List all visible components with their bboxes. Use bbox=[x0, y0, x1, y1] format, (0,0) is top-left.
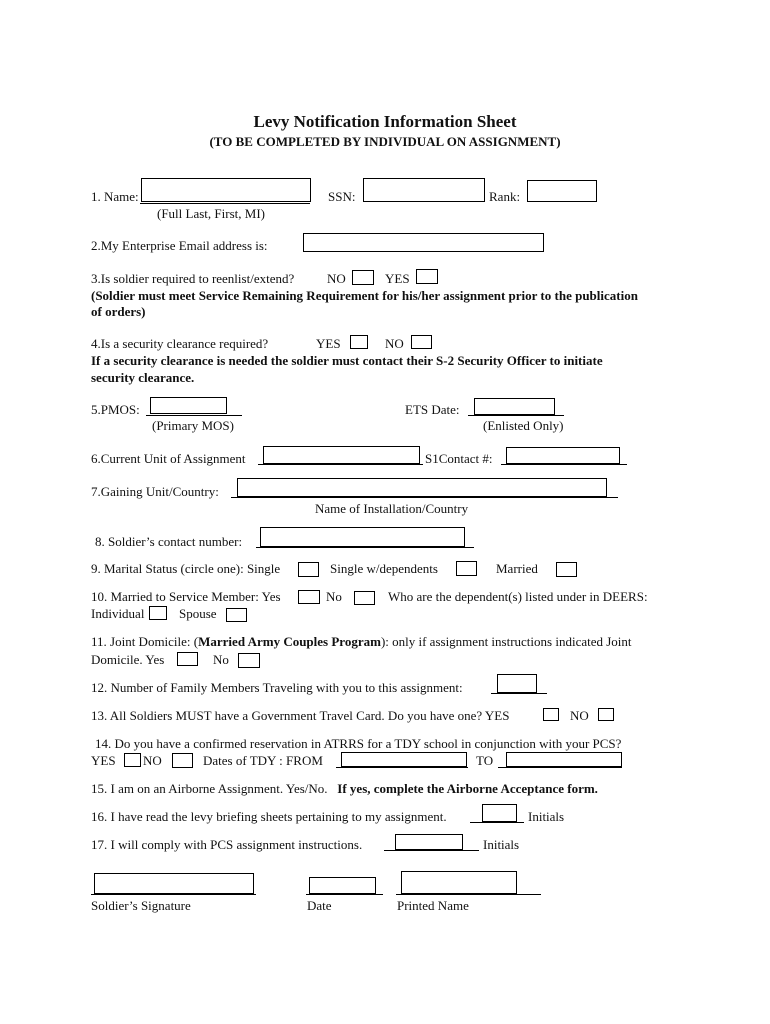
tdy-to-label: TO bbox=[476, 753, 494, 768]
ets-hint: (Enlisted Only) bbox=[483, 418, 564, 433]
family-members-label: 12. Number of Family Members Traveling with you to this assignment: bbox=[91, 680, 463, 695]
name-field[interactable] bbox=[141, 178, 311, 202]
name-label: 1. Name: bbox=[91, 189, 139, 204]
travel-card-no-checkbox[interactable] bbox=[598, 708, 614, 721]
travel-card-no-label: NO bbox=[570, 708, 589, 723]
marital-single-dep-label: Single w/dependents bbox=[330, 561, 438, 576]
signature-field[interactable] bbox=[94, 873, 254, 894]
name-hint: (Full Last, First, MI) bbox=[157, 206, 265, 221]
pmos-underline bbox=[146, 415, 242, 416]
atrrs-yes-label: YES bbox=[91, 753, 116, 768]
clearance-no-label: NO bbox=[385, 336, 404, 351]
reenlist-no-label: NO bbox=[327, 271, 346, 286]
deers-individual-label: Individual bbox=[91, 606, 145, 621]
levy-briefing-initials-label: Initials bbox=[528, 809, 565, 824]
gaining-unit-underline bbox=[231, 497, 618, 498]
atrrs-label: 14. Do you have a confirmed reservation in ATRRS for a TDY school in conjunction with your PCS? bbox=[95, 736, 622, 751]
email-label: 2.My Enterprise Email address is: bbox=[91, 238, 268, 253]
deers-individual-checkbox[interactable] bbox=[149, 606, 167, 620]
printed-name-underline bbox=[396, 894, 541, 895]
pcs-comply-initials-label: Initials bbox=[483, 837, 520, 852]
pmos-hint: (Primary MOS) bbox=[152, 418, 234, 433]
ssn-label: SSN: bbox=[328, 189, 356, 204]
signature-date-label: Date bbox=[307, 898, 332, 913]
marital-married-checkbox[interactable] bbox=[556, 562, 577, 577]
joint-domicile-no-checkbox[interactable] bbox=[238, 653, 260, 668]
clearance-label: 4.Is a security clearance required? bbox=[91, 336, 269, 351]
married-service-yes-checkbox[interactable] bbox=[298, 590, 320, 604]
pcs-comply-underline bbox=[384, 850, 479, 851]
ets-label: ETS Date: bbox=[405, 402, 460, 417]
current-unit-label: 6.Current Unit of Assignment bbox=[91, 451, 246, 466]
signature-underline bbox=[91, 894, 256, 895]
document-title: Levy Notification Information Sheet bbox=[253, 112, 517, 131]
reenlist-note-line2: of orders) bbox=[91, 304, 146, 319]
tdy-from-field[interactable] bbox=[341, 752, 467, 767]
joint-domicile-no-label: No bbox=[213, 652, 229, 667]
deers-spouse-label: Spouse bbox=[179, 606, 217, 621]
reenlist-no-checkbox[interactable] bbox=[352, 270, 374, 285]
signature-date-field[interactable] bbox=[309, 877, 376, 894]
s1-contact-underline bbox=[501, 464, 627, 465]
reenlist-yes-label: YES bbox=[385, 271, 410, 286]
clearance-note-line1: If a security clearance is needed the soldier must contact their S-2 Security Officer to initiate bbox=[91, 353, 603, 368]
levy-briefing-underline bbox=[470, 822, 524, 823]
joint-domicile-program: Married Army Couples Program bbox=[198, 634, 381, 649]
clearance-no-checkbox[interactable] bbox=[411, 335, 432, 349]
pcs-comply-label: 17. I will comply with PCS assignment instructions. bbox=[91, 837, 363, 852]
current-unit-underline bbox=[258, 464, 423, 465]
printed-name-field[interactable] bbox=[401, 871, 517, 894]
deers-spouse-checkbox[interactable] bbox=[226, 608, 247, 622]
current-unit-field[interactable] bbox=[263, 446, 420, 464]
gaining-unit-label: 7.Gaining Unit/Country: bbox=[91, 484, 219, 499]
gaining-unit-field[interactable] bbox=[237, 478, 607, 497]
contact-number-field[interactable] bbox=[260, 527, 465, 547]
joint-domicile-label bbox=[91, 634, 632, 649]
joint-domicile-yes-checkbox[interactable] bbox=[177, 652, 198, 666]
levy-briefing-initials-field[interactable] bbox=[482, 804, 517, 822]
marital-status-label: 9. Marital Status (circle one): Single bbox=[91, 561, 281, 576]
airborne-instruction: If yes, complete the Airborne Acceptance form. bbox=[337, 781, 598, 796]
atrrs-no-label: NO bbox=[143, 753, 162, 768]
clearance-yes-label: YES bbox=[316, 336, 341, 351]
airborne-label bbox=[91, 781, 598, 796]
marital-married-label: Married bbox=[496, 561, 538, 576]
ssn-field[interactable] bbox=[363, 178, 485, 202]
contact-number-label: 8. Soldier’s contact number: bbox=[95, 534, 243, 549]
tdy-from-underline bbox=[336, 767, 468, 768]
reenlist-label: 3.Is soldier required to reenlist/extend? bbox=[91, 271, 295, 286]
marital-single-dep-checkbox[interactable] bbox=[456, 561, 477, 576]
married-service-no-label: No bbox=[326, 589, 342, 604]
pmos-field[interactable] bbox=[150, 397, 227, 414]
email-field[interactable] bbox=[303, 233, 544, 252]
joint-domicile-pre: 11. Joint Domicile: ( bbox=[91, 634, 199, 649]
joint-domicile-post: ): only if assignment instructions indicated Joint bbox=[380, 634, 632, 649]
rank-label: Rank: bbox=[489, 189, 521, 204]
clearance-yes-checkbox[interactable] bbox=[350, 335, 368, 349]
marital-single-checkbox[interactable] bbox=[298, 562, 319, 577]
atrrs-no-checkbox[interactable] bbox=[172, 753, 193, 768]
pcs-comply-initials-field[interactable] bbox=[395, 834, 463, 850]
reenlist-yes-checkbox[interactable] bbox=[416, 269, 438, 284]
tdy-to-underline bbox=[498, 767, 622, 768]
s1-contact-label: S1Contact #: bbox=[425, 451, 493, 466]
travel-card-label: 13. All Soldiers MUST have a Government Travel Card. Do you have one? YES bbox=[91, 708, 510, 723]
travel-card-yes-checkbox[interactable] bbox=[543, 708, 559, 721]
s1-contact-field[interactable] bbox=[506, 447, 620, 464]
name-underline bbox=[140, 203, 310, 204]
joint-domicile-yes-label: Domicile. Yes bbox=[91, 652, 165, 667]
contact-number-underline bbox=[256, 547, 474, 548]
date-underline bbox=[306, 894, 383, 895]
rank-field[interactable] bbox=[527, 180, 597, 202]
clearance-note-line2: security clearance. bbox=[91, 370, 195, 385]
gaining-unit-hint: Name of Installation/Country bbox=[315, 501, 469, 516]
family-members-underline bbox=[491, 693, 547, 694]
tdy-dates-label: Dates of TDY : FROM bbox=[203, 753, 323, 768]
reenlist-note-line1: (Soldier must meet Service Remaining Requirement for his/her assignment prior to the publication bbox=[91, 288, 638, 303]
printed-name-label: Printed Name bbox=[397, 898, 469, 913]
atrrs-yes-checkbox[interactable] bbox=[124, 753, 141, 767]
levy-briefing-label: 16. I have read the levy briefing sheets pertaining to my assignment. bbox=[91, 809, 447, 824]
tdy-to-field[interactable] bbox=[506, 752, 622, 767]
airborne-question: 15. I am on an Airborne Assignment. Yes/No. bbox=[91, 781, 328, 796]
married-service-label: 10. Married to Service Member: Yes bbox=[91, 589, 281, 604]
ets-underline bbox=[468, 415, 564, 416]
ets-date-field[interactable] bbox=[474, 398, 555, 415]
married-service-no-checkbox[interactable] bbox=[354, 591, 375, 605]
family-members-field[interactable] bbox=[497, 674, 537, 693]
signature-label: Soldier’s Signature bbox=[91, 898, 191, 913]
document-subtitle: (TO BE COMPLETED BY INDIVIDUAL ON ASSIGNMENT) bbox=[209, 134, 561, 149]
pmos-label: 5.PMOS: bbox=[91, 402, 140, 417]
deers-label: Who are the dependent(s) listed under in DEERS: bbox=[388, 589, 648, 604]
